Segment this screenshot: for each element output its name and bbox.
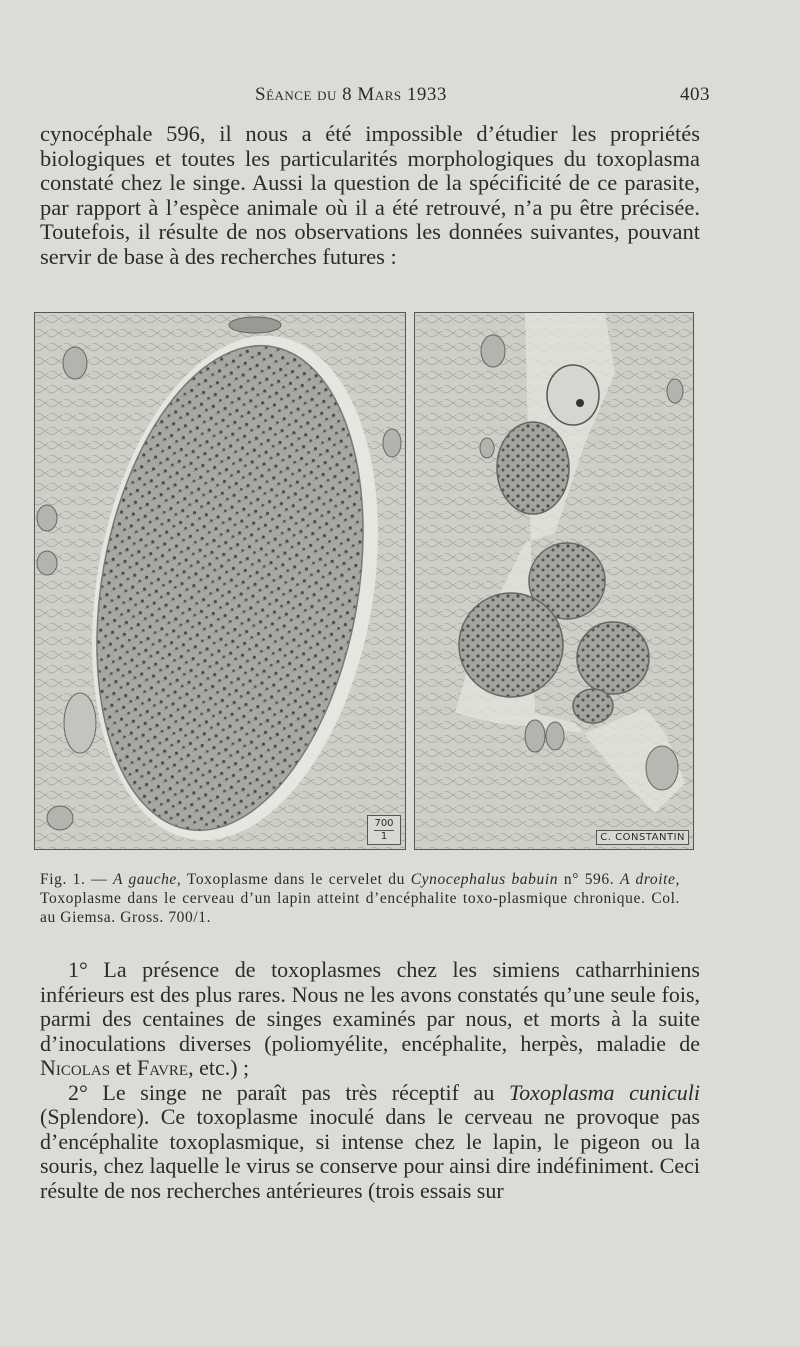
figure-left-panel [34, 312, 406, 850]
species-toxoplasma-cuniculi: Toxoplasma cuniculi [508, 1079, 700, 1105]
point-2-text-a: 2° Le singe ne paraît pas très réceptif au [68, 1079, 509, 1105]
caption-right-text: Toxoplasme dans le cerveau d’un lapin atteint d’encéphalite toxo-plasmique chronique. Col. au Giemsa. Gross. 700/1. [40, 890, 680, 926]
point-1-text-a: 1° La présence de toxoplasmes chez les simiens catharrhiniens inférieurs est des plus rares. Nous ne les avons constatés qu’une seule fois, parmi des centaines de singes examinés par nous, et morts à la suite d’inoculations diverses (poliomyélite, encéphalite, herpès, maladie de [40, 957, 700, 1056]
caption-left-species: Cynocephalus babuin [410, 871, 559, 888]
artist-signature: C. CONSTANTIN [596, 830, 689, 845]
caption-left-word: A gauche, [113, 871, 182, 888]
magnification-denominator: 1 [374, 830, 394, 843]
figure-caption [40, 870, 680, 927]
intro-paragraph: cynocéphale 596, il nous a été impossible d’étudier les propriétés biologiques et toutes les particularités morphologiques du toxoplasma constaté chez le singe. Aussi la question de la spécificité de ce parasite, par rapport à l’espèce animale où il a été retrouvé, n’a pu être précisée. Toutefois, il résulte de nos observations les données suivantes, pouvant servir de base à des recherches futures : [40, 121, 700, 269]
author-name-favre: Favre [136, 1055, 189, 1080]
point-2-paragraph [40, 1081, 700, 1204]
point-2-text-b: (Splendore). Ce toxoplasme inoculé dans le cerveau ne provoque pas d’encéphalite toxoplasmique, si intense chez le lapin, le pigeon ou la souris, chez laquelle le virus se conserve pour ainsi dire indéfiniment. Ceci résulte de nos recherches antérieures (trois essais sur [40, 1104, 700, 1203]
point-1-text-b: et [110, 1055, 137, 1080]
magnification-numerator: 700 [374, 818, 394, 829]
point-1-text-c: , etc.) ; [188, 1055, 250, 1080]
caption-left-text: Toxoplasme dans le cervelet du [181, 871, 411, 888]
cerebellum-cyst-illustration [35, 313, 405, 849]
page-header [40, 84, 710, 114]
rabbit-brain-cysts-illustration [415, 313, 693, 849]
page-number: 403 [680, 84, 710, 105]
running-title: Séance du 8 Mars 1933 [255, 84, 447, 105]
figure-right-panel [414, 312, 694, 850]
magnification-label [367, 815, 401, 845]
caption-left-num: n° 596. [558, 871, 620, 888]
author-name-nicolas: Nicolas [40, 1055, 111, 1080]
point-1-paragraph [40, 958, 700, 1081]
body-text [40, 958, 700, 1203]
figure-1 [34, 312, 694, 848]
caption-fig-label: Fig. 1. — [40, 871, 114, 888]
caption-right-word: A droite, [619, 871, 680, 888]
